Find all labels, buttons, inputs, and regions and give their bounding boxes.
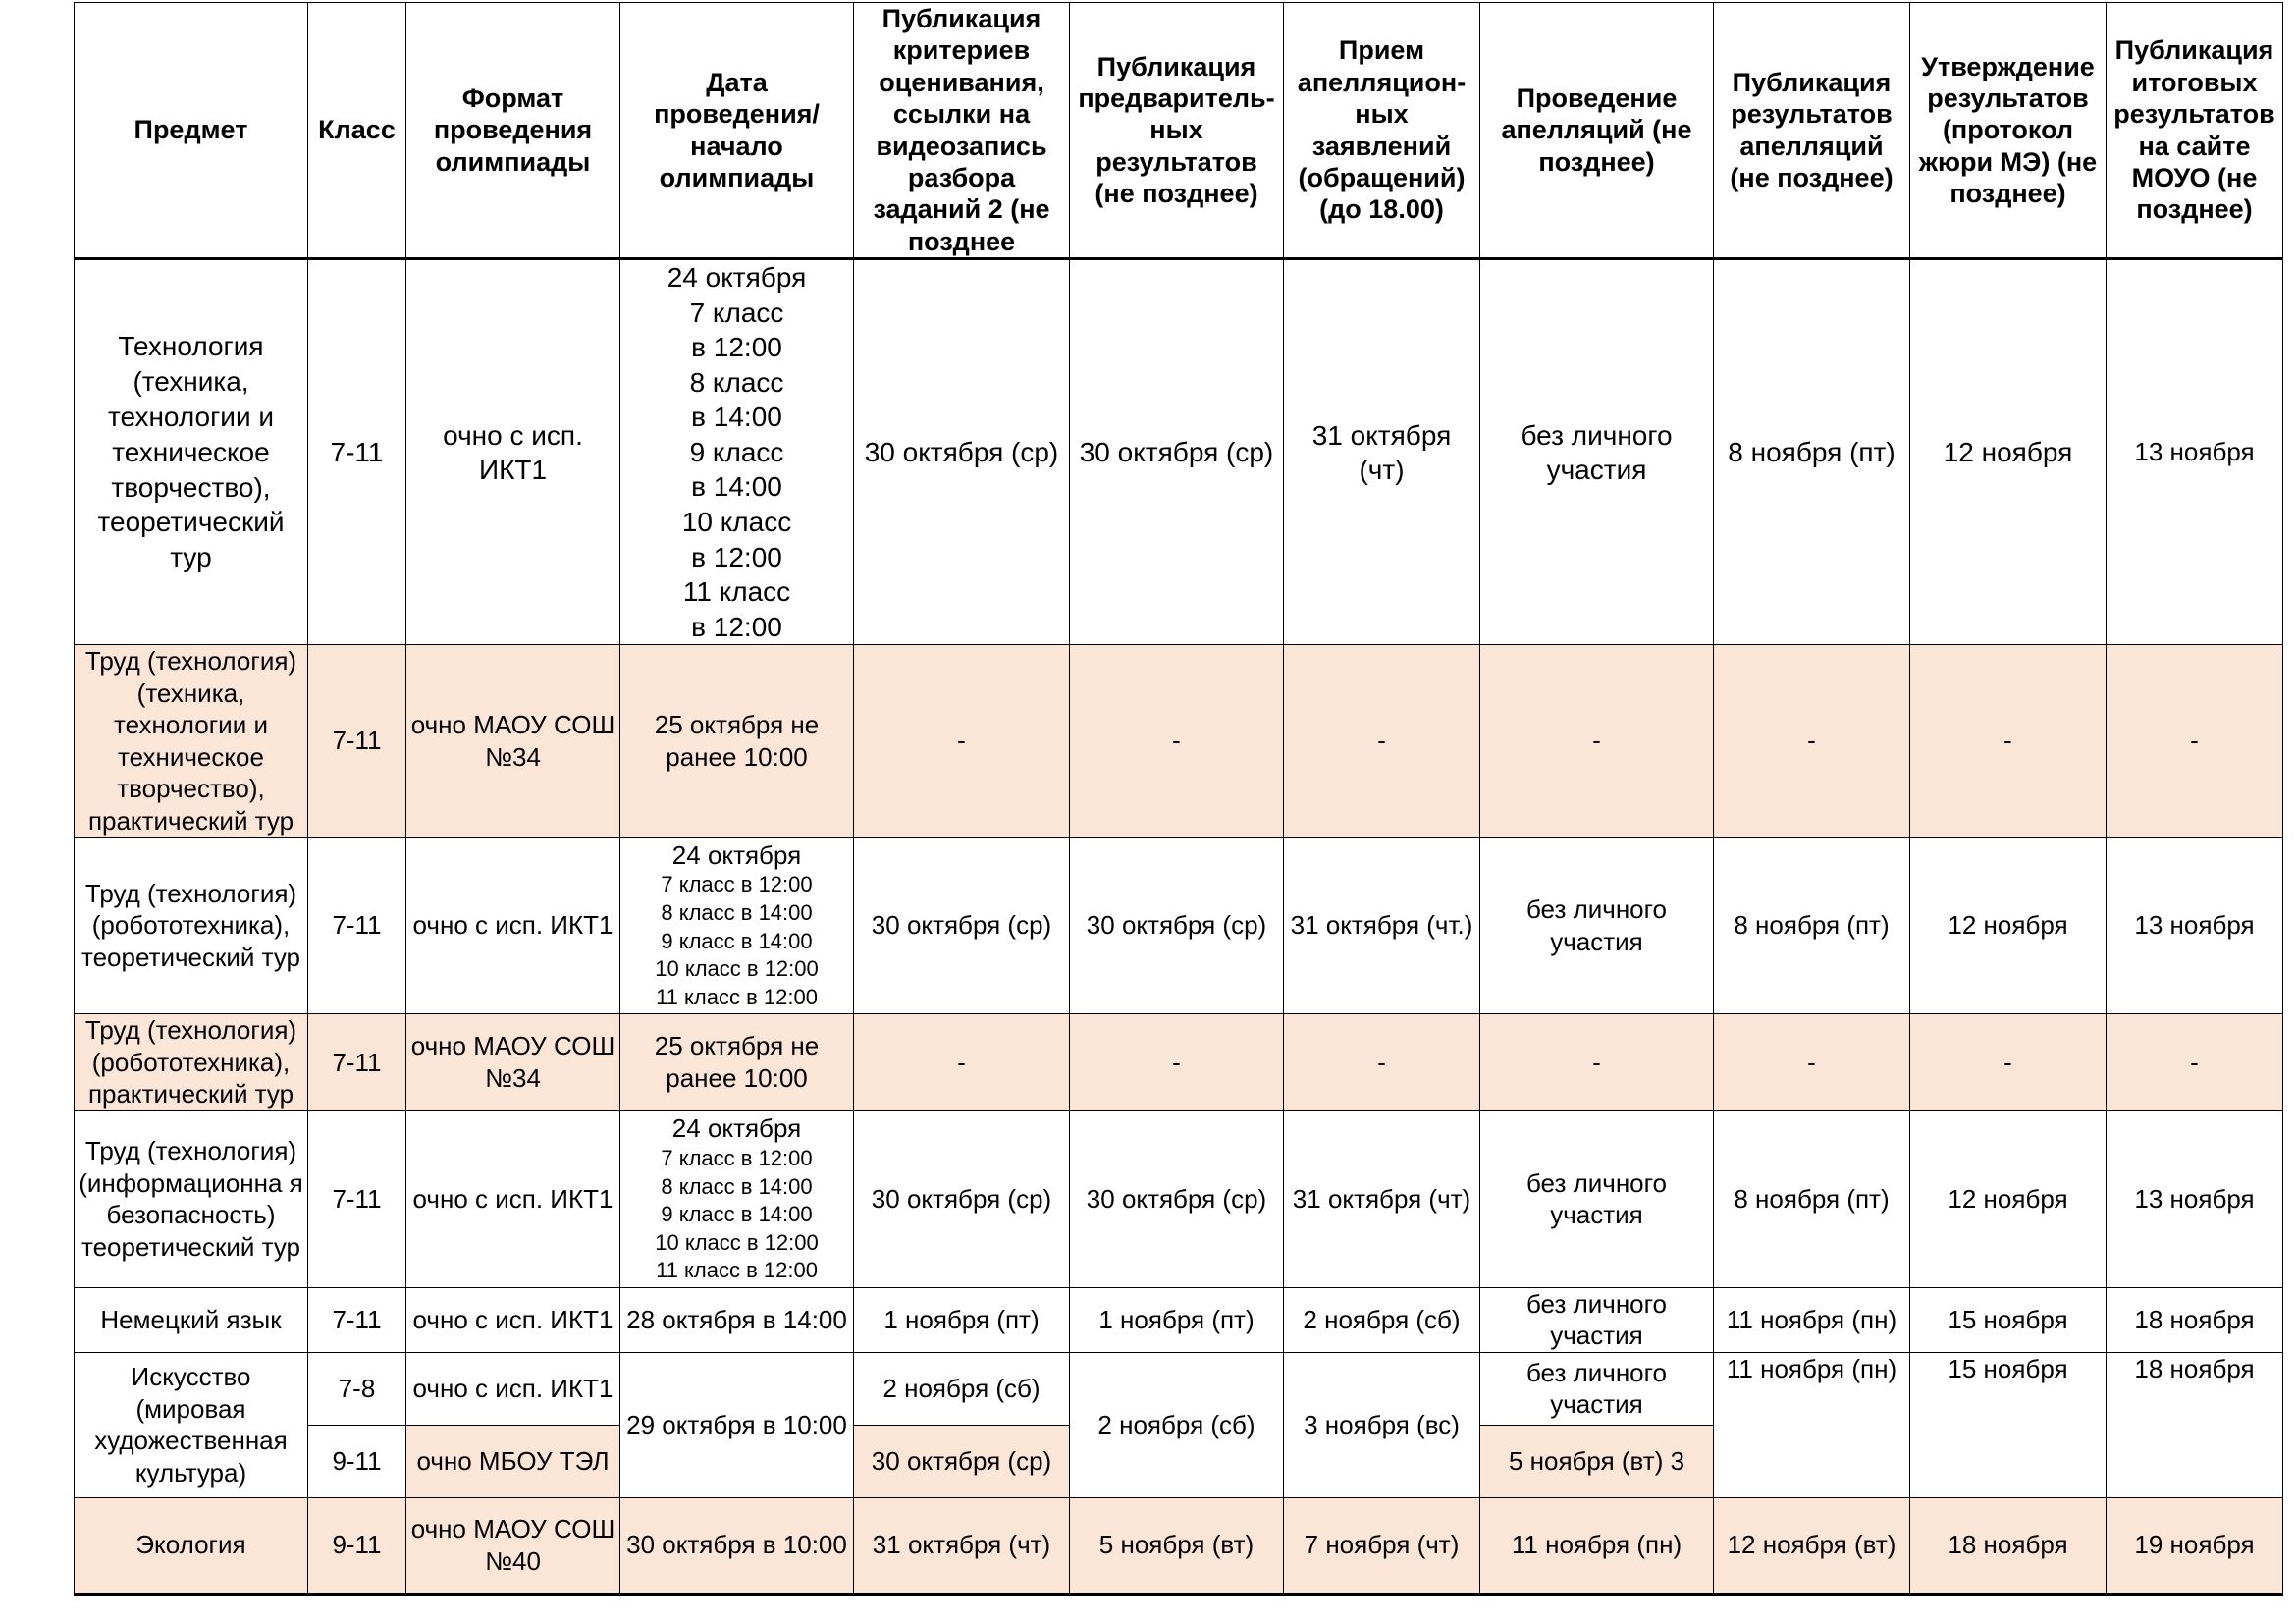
cell-subject: Труд (технология) (техника, технологии и техническое творчество), практический тур — [75, 645, 308, 838]
table-row — [75, 1352, 2283, 1425]
cell-appeals-accept: 3 ноября (вс) — [1284, 1352, 1480, 1497]
cell-appeals-hold: без личного участия — [1480, 1352, 1714, 1425]
cell-date — [620, 259, 854, 645]
header-appeals-accept: Прием апелляцион-ных заявлений (обращений) (до 18.00) — [1284, 3, 1480, 259]
cell-appeals-results: 11 ноября (пн) — [1714, 1352, 1910, 1497]
cell-date — [620, 838, 854, 1014]
cell-appeals-accept: 2 ноября (сб) — [1284, 1287, 1480, 1352]
cell-grade: 7-11 — [308, 838, 406, 1014]
date-line: 10 класс в 12:00 — [655, 956, 819, 982]
table-row — [75, 1287, 2283, 1352]
cell-date: 30 октября в 10:00 — [620, 1497, 854, 1594]
cell-appeals-accept: - — [1284, 645, 1480, 838]
cell-approval: - — [1910, 1014, 2107, 1111]
cell-criteria: 30 октября (ср) — [854, 1110, 1070, 1287]
cell-approval: 12 ноября — [1910, 1110, 2107, 1287]
date-line: 11 класс в 12:00 — [656, 984, 818, 1009]
cell-appeals-hold: 5 ноября (вт) 3 — [1480, 1425, 1714, 1497]
date-line: 10 класс в 12:00 — [655, 1229, 819, 1255]
cell-format: очно МБОУ ТЭЛ — [406, 1425, 620, 1497]
cell-criteria: - — [854, 645, 1070, 838]
cell-prelim: 30 октября (ср) — [1070, 259, 1284, 645]
cell-appeals-results: - — [1714, 645, 1910, 838]
cell-criteria: 2 ноября (сб) — [854, 1352, 1070, 1425]
cell-criteria: - — [854, 1014, 1070, 1111]
date-line: 8 класс — [689, 366, 784, 398]
date-line: в 14:00 — [691, 402, 782, 433]
cell-approval: 12 ноября — [1910, 259, 2107, 645]
cell-prelim: 2 ноября (сб) — [1070, 1352, 1284, 1497]
header-row — [75, 3, 2283, 259]
date-head: 24 октября — [671, 1113, 802, 1144]
cell-prelim: - — [1070, 1014, 1284, 1111]
cell-appeals-hold: - — [1480, 1014, 1714, 1111]
date-line: 11 класс в 12:00 — [656, 1258, 818, 1283]
cell-appeals-hold: без личного участия — [1480, 838, 1714, 1014]
cell-appeals-hold: без личного участия — [1480, 259, 1714, 645]
table-row — [75, 259, 2283, 645]
cell-subject: Технология (техника, технологии и техническое творчество), теоретический тур — [75, 259, 308, 645]
cell-appeals-results: 8 ноября (пт) — [1714, 1110, 1910, 1287]
cell-grade: 7-11 — [308, 1110, 406, 1287]
cell-final-pub: 13 ноября — [2107, 1110, 2283, 1287]
cell-appeals-hold: без личного участия — [1480, 1287, 1714, 1352]
date-head: 24 октября — [671, 839, 802, 870]
cell-criteria: 30 октября (ср) — [854, 259, 1070, 645]
cell-appeals-accept: 31 октября (чт) — [1284, 1110, 1480, 1287]
cell-appeals-results: 12 ноября (вт) — [1714, 1497, 1910, 1594]
cell-grade: 7-11 — [308, 259, 406, 645]
cell-approval: 18 ноября — [1910, 1497, 2107, 1594]
header-subject: Предмет — [75, 3, 308, 259]
header-approval: Утверждение результатов (протокол жюри МЭ) (не позднее) — [1910, 3, 2107, 259]
cell-appeals-accept: 7 ноября (чт) — [1284, 1497, 1480, 1594]
date-line: 7 класс в 12:00 — [661, 1145, 813, 1170]
cell-format: очно с исп. ИКТ1 — [406, 259, 620, 645]
cell-grade: 7-8 — [308, 1352, 406, 1425]
cell-final-pub: 13 ноября — [2107, 259, 2283, 645]
date-line: 9 класс в 14:00 — [661, 928, 813, 953]
header-format: Формат проведения олимпиады — [406, 3, 620, 259]
cell-final-pub: - — [2107, 1014, 2283, 1111]
cell-appeals-accept: 31 октября (чт.) — [1284, 838, 1480, 1014]
header-appeals-hold: Проведение апелляций (не позднее) — [1480, 3, 1714, 259]
table-row — [75, 645, 2283, 838]
cell-appeals-results: 8 ноября (пт) — [1714, 838, 1910, 1014]
cell-subject: Немецкий язык — [75, 1287, 308, 1352]
cell-grade: 7-11 — [308, 1287, 406, 1352]
date-line: 10 класс — [681, 506, 792, 537]
cell-prelim: 1 ноября (пт) — [1070, 1287, 1284, 1352]
cell-grade: 9-11 — [308, 1425, 406, 1497]
cell-date: 29 октября в 10:00 — [620, 1352, 854, 1497]
cell-format: очно МАОУ СОШ №34 — [406, 1014, 620, 1111]
cell-appeals-results: - — [1714, 1014, 1910, 1111]
cell-grade: 7-11 — [308, 1014, 406, 1111]
cell-approval: 15 ноября — [1910, 1352, 2107, 1497]
table-row — [75, 1110, 2283, 1287]
cell-criteria: 30 октября (ср) — [854, 1425, 1070, 1497]
cell-format: очно с исп. ИКТ1 — [406, 1287, 620, 1352]
cell-format: очно МАОУ СОШ №40 — [406, 1497, 620, 1594]
cell-appeals-results: 8 ноября (пт) — [1714, 259, 1910, 645]
header-criteria: Публикация критериев оценивания, ссылки на видеозапись разбора заданий 2 (не позднее — [854, 3, 1070, 259]
cell-format: очно с исп. ИКТ1 — [406, 1110, 620, 1287]
cell-final-pub: 18 ноября — [2107, 1287, 2283, 1352]
cell-final-pub: 18 ноября — [2107, 1352, 2283, 1497]
cell-grade: 9-11 — [308, 1497, 406, 1594]
cell-final-pub: - — [2107, 645, 2283, 838]
cell-subject: Труд (технология) (робототехника), теоретический тур — [75, 838, 308, 1014]
date-line: 8 класс в 14:00 — [661, 900, 813, 925]
cell-criteria: 31 октября (чт) — [854, 1497, 1070, 1594]
cell-subject: Труд (технология) (информационна я безопасность) теоретический тур — [75, 1110, 308, 1287]
header-grade: Класс — [308, 3, 406, 259]
cell-final-pub: 19 ноября — [2107, 1497, 2283, 1594]
cell-final-pub: 13 ноября — [2107, 838, 2283, 1014]
cell-subject: Экология — [75, 1497, 308, 1594]
date-line: 11 класс — [682, 576, 791, 608]
cell-format: очно с исп. ИКТ1 — [406, 1352, 620, 1425]
cell-appeals-hold: без личного участия — [1480, 1110, 1714, 1287]
date-line: в 12:00 — [691, 332, 782, 363]
cell-prelim: 5 ноября (вт) — [1070, 1497, 1284, 1594]
date-line: 24 октября — [667, 262, 807, 294]
cell-approval: 12 ноября — [1910, 838, 2107, 1014]
cell-criteria: 1 ноября (пт) — [854, 1287, 1070, 1352]
cell-approval: - — [1910, 645, 2107, 838]
header-appeals-results: Публикация результатов апелляций (не позднее) — [1714, 3, 1910, 259]
date-line: 8 класс в 14:00 — [661, 1173, 813, 1199]
header-prelim: Публикация предваритель-ных результатов (не позднее) — [1070, 3, 1284, 259]
cell-date: 25 октября не ранее 10:00 — [620, 645, 854, 838]
date-line: 7 класс — [689, 297, 784, 328]
cell-date: 28 октября в 14:00 — [620, 1287, 854, 1352]
cell-appeals-accept: - — [1284, 1014, 1480, 1111]
cell-prelim: 30 октября (ср) — [1070, 1110, 1284, 1287]
cell-appeals-results: 11 ноября (пн) — [1714, 1287, 1910, 1352]
cell-format: очно МАОУ СОШ №34 — [406, 645, 620, 838]
cell-subject: Искусство (мировая художественная культура) — [75, 1352, 308, 1497]
cell-prelim: 30 октября (ср) — [1070, 838, 1284, 1014]
cell-appeals-accept: 31 октября (чт) — [1284, 259, 1480, 645]
date-line: 9 класс в 14:00 — [661, 1202, 813, 1227]
header-final-pub: Публикация итоговых результатов на сайте МОУО (не позднее) — [2107, 3, 2283, 259]
cell-appeals-hold: 11 ноября (пн) — [1480, 1497, 1714, 1594]
header-date: Дата проведения/ начало олимпиады — [620, 3, 854, 259]
olympiad-schedule-table — [74, 2, 2283, 1596]
date-line: в 14:00 — [691, 471, 782, 503]
cell-criteria: 30 октября (ср) — [854, 838, 1070, 1014]
cell-date: 25 октября не ранее 10:00 — [620, 1014, 854, 1111]
table-row — [75, 1014, 2283, 1111]
table-row — [75, 838, 2283, 1014]
date-line: 9 класс — [689, 436, 784, 467]
cell-appeals-hold: - — [1480, 645, 1714, 838]
cell-subject: Труд (технология) (робототехника), практический тур — [75, 1014, 308, 1111]
date-line: в 12:00 — [691, 611, 782, 642]
table-row — [75, 1497, 2283, 1594]
date-line: 7 класс в 12:00 — [661, 872, 813, 897]
cell-approval: 15 ноября — [1910, 1287, 2107, 1352]
date-line: в 12:00 — [691, 541, 782, 572]
cell-date — [620, 1110, 854, 1287]
cell-prelim: - — [1070, 645, 1284, 838]
cell-grade: 7-11 — [308, 645, 406, 838]
cell-format: очно с исп. ИКТ1 — [406, 838, 620, 1014]
